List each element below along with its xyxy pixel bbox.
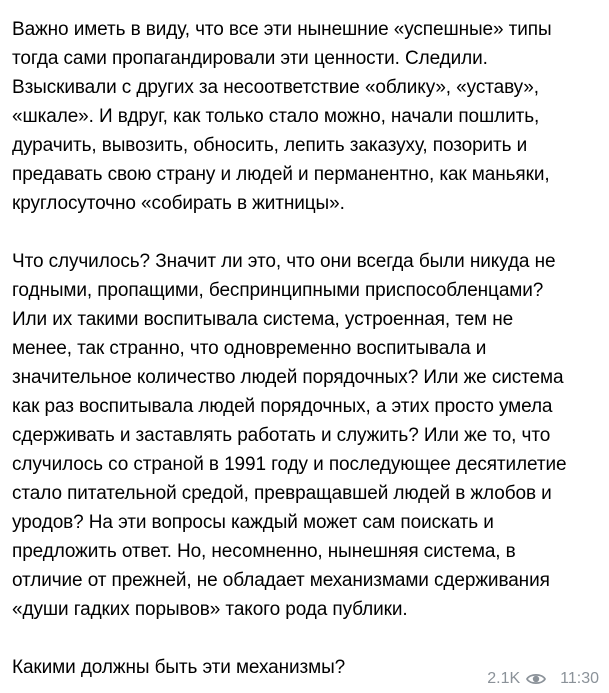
message-line: Или их такими воспитывала система, устроенная, тем не [12, 309, 514, 330]
message-line: предавать свою страну и людей и перманентно, как маньяки, [12, 164, 550, 185]
message-line: годными, пропащими, беспринципными приспособленцами? [12, 280, 544, 301]
message-line: значительное количество людей порядочных? Или же система [12, 367, 564, 388]
message-line: менее, так странно, что одновременно воспитывала и [12, 338, 487, 359]
message-line: дурачить, вывозить, обносить, лепить заказуху, позорить и [12, 135, 528, 156]
message-line: как раз воспитывала людей порядочных, а этих просто умела [12, 396, 553, 417]
message-meta [487, 667, 599, 691]
message-line: «шкале». И вдруг, как только стало можно, начали пошлить, [12, 106, 540, 127]
message-time: 11:30 [560, 670, 599, 687]
message-line: стало питательной средой, превращавшей людей в жлобов и [12, 483, 552, 504]
message-line: «души гадких порывов» такого рода публики. [12, 599, 408, 620]
message-line: Что случилось? Значит ли это, что они всегда были никуда не [12, 251, 556, 272]
message-line: предложить ответ. Но, несомненно, нынешняя система, в [12, 541, 516, 562]
message-line: Взыскивали с других за несоответствие «облику», «уставу», [12, 77, 539, 98]
paragraph-gap [12, 624, 597, 653]
eye-icon [526, 672, 546, 686]
message-line: Какими должны быть эти механизмы? [12, 657, 346, 678]
paragraph-gap [12, 218, 597, 247]
message-line: Важно иметь в виду, что все эти нынешние «успешные» типы [12, 19, 552, 40]
view-count: 2.1K [487, 670, 521, 687]
message-line: сдерживать и заставлять работать и служить? Или же то, что [12, 425, 551, 446]
message-line: тогда сами пропагандировали эти ценности. Следили. [12, 48, 488, 69]
message-line: отличие от прежней, не обладает механизмами сдерживания [12, 570, 550, 591]
message-line: круглосуточно «собирать в житницы». [12, 193, 345, 214]
message-text [12, 15, 597, 682]
message-line: уродов? На эти вопросы каждый может сам поискать и [12, 512, 494, 533]
message-line: случилось со страной в 1991 году и последующее десятилетие [12, 454, 567, 475]
